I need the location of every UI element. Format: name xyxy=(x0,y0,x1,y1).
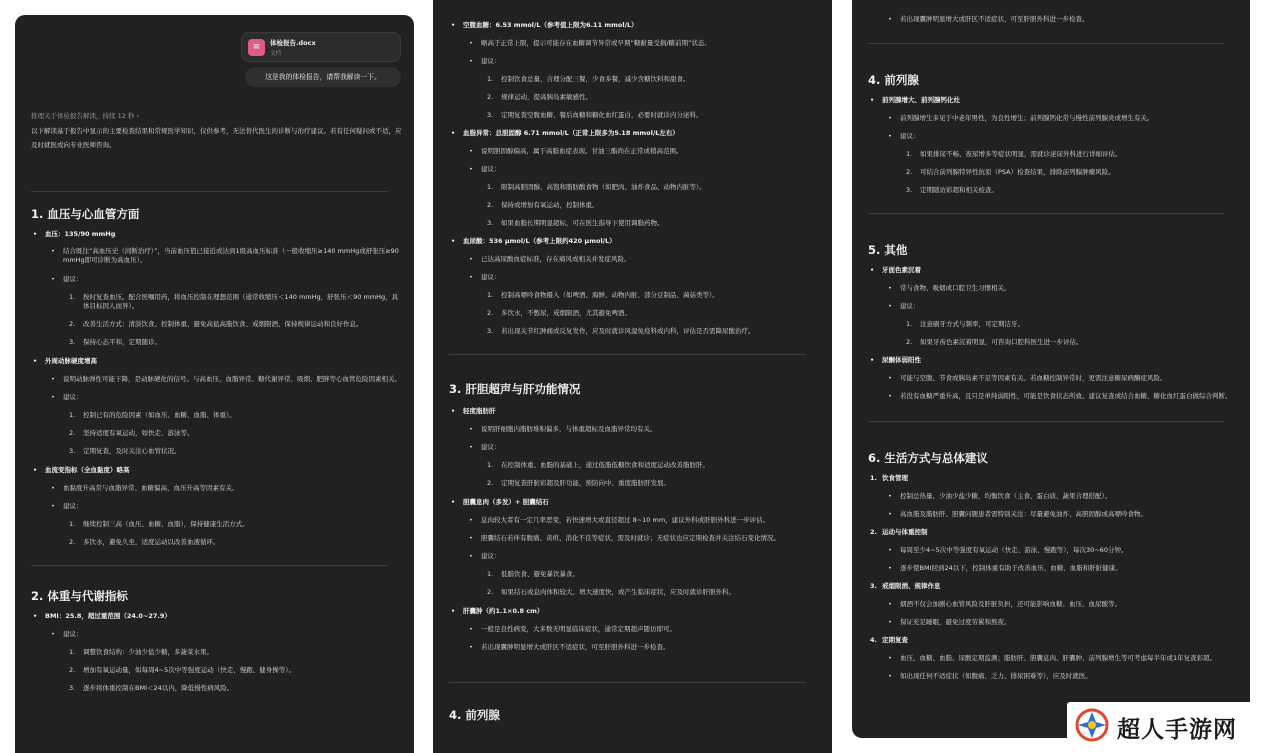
numbered-item xyxy=(868,186,1238,195)
section-heading: 1. 血压与心血管方面 xyxy=(31,207,140,221)
item-text: 建议： xyxy=(900,132,920,140)
bullet-heading xyxy=(31,612,402,621)
item-number: 1. xyxy=(487,461,494,469)
item-text: 增加有氧运动量，如每周4~5次中等强度运动（快走、慢跑、健身操等）。 xyxy=(83,666,295,674)
item-text: 定期随访彩超和相关检查。 xyxy=(920,186,998,194)
chat-panel-left xyxy=(15,15,414,753)
bullet-item xyxy=(868,284,1238,293)
item-number: 1. xyxy=(69,520,76,528)
item-number: 2. xyxy=(870,528,877,536)
item-text: 血尿酸：536 μmol/L（参考上限约420 μmol/L） xyxy=(463,237,616,245)
numbered-item xyxy=(31,338,402,347)
numbered-item xyxy=(31,684,402,693)
item-text: 前列腺增大、前列腺钙化灶 xyxy=(882,96,960,104)
bullet-heading xyxy=(449,607,820,616)
bullet-item xyxy=(449,147,820,156)
numbered-item xyxy=(449,479,820,488)
bullet-item xyxy=(868,654,1238,663)
response-content xyxy=(15,163,414,693)
item-text: 定期复查，及时关注心血管状况。 xyxy=(83,447,181,455)
item-text: 胆囊息肉（多发）+ 胆囊结石 xyxy=(463,498,549,506)
numbered-heading xyxy=(868,528,1238,537)
bullet-item xyxy=(868,15,1238,24)
item-text: 低脂饮食、避免暴饮暴食。 xyxy=(501,570,579,578)
bullet-item xyxy=(868,392,1238,401)
section-heading: 5. 其他 xyxy=(868,243,908,257)
item-text: 若出现关节红肿痛或反复发作，应及时就诊风湿免疫科或内科，评估是否需降尿酸治疗。 xyxy=(501,327,755,335)
numbered-item xyxy=(868,150,1238,159)
item-number: 3. xyxy=(69,684,76,692)
item-number: 2. xyxy=(487,588,494,596)
item-text: 已达高尿酸血症标准，存在痛风或相关并发症风险。 xyxy=(481,255,631,263)
bullet-item xyxy=(449,516,820,525)
document-icon: ≡ xyxy=(248,39,265,56)
item-number: 2. xyxy=(487,201,494,209)
bullet-item xyxy=(449,425,820,434)
item-text: 肝囊肿（约1.1×0.8 cm） xyxy=(463,607,544,615)
bullet-item xyxy=(868,302,1238,311)
item-text: 若出现囊肿明显增大或肝区不适症状，可至肝胆外科进一步检查。 xyxy=(900,15,1089,23)
bullet-item xyxy=(868,564,1238,573)
bullet-item xyxy=(449,39,820,48)
item-text: 如出现任何不适症状（如腹痛、乏力、排尿困难等），应及时就医。 xyxy=(900,672,1092,680)
item-number: 2. xyxy=(69,666,76,674)
bullet-heading xyxy=(31,357,402,366)
bullet-item xyxy=(449,57,820,66)
item-text: 按时复查血压。配合医嘱用药，将血压控制在理想范围（通常收缩压＜140 mmHg，舒张压＜90 mmHg，具体目标因人而异）。 xyxy=(83,293,399,310)
item-text: 建议： xyxy=(63,502,83,510)
item-text: 血黏度升高常与血脂异常、血糖偏高、血压升高等因素有关。 xyxy=(63,484,239,492)
numbered-item xyxy=(31,520,402,529)
item-text: 若没有血糖严重升高，且只是单纯弱阳性，可能是饮食状态所致。建议复查或结合血糖、糖化血红蛋白做综合判断。 xyxy=(900,392,1232,400)
item-text: 如果排尿不畅、夜尿增多等症状明显，需就诊泌尿外科进行详细评估。 xyxy=(920,150,1122,158)
item-number: 1. xyxy=(906,150,913,158)
numbered-item xyxy=(31,538,402,547)
item-text: 改善生活方式：清淡饮食、控制体重、避免高盐高脂饮食、戒烟限酒、保持规律运动和良好作息。 xyxy=(83,320,363,328)
numbered-item xyxy=(449,93,820,102)
item-text: 血压：135/90 mmHg xyxy=(45,230,116,238)
item-text: 运动与体重控制 xyxy=(882,528,928,536)
item-text: 在控制体重、血脂的基础上，通过低脂低糖饮食和适度运动改善脂肪肝。 xyxy=(501,461,709,469)
item-text: 说明胆固醇偏高，属于高脂血症表现。甘油三酯尚在正常或稍高范围。 xyxy=(481,147,683,155)
bullet-heading xyxy=(868,356,1238,365)
item-text: 继续控制三高（血压、血糖、血脂），保持健康生活方式。 xyxy=(83,520,249,528)
item-text: 限制高胆固醇、高饱和脂肪酸食物（如肥肉、油炸食品、动物内脏等）。 xyxy=(501,183,706,191)
section-divider xyxy=(31,191,388,192)
item-text: 建议： xyxy=(481,443,501,451)
numbered-item xyxy=(868,338,1238,347)
item-text: 前列腺增生多见于中老年男性，为良性增生；前列腺钙化常与慢性前列腺炎或增生有关。 xyxy=(900,114,1154,122)
item-text: 常与食物、吸烟或口腔卫生习惯相关。 xyxy=(900,284,1011,292)
item-text: 空腹血糖：6.53 mmol/L（参考值上限为6.11 mmol/L） xyxy=(463,21,638,29)
bullet-heading xyxy=(449,237,820,246)
item-text: 注意刷牙方式与频率，可定期洁牙。 xyxy=(920,320,1024,328)
numbered-item xyxy=(449,201,820,210)
numbered-item xyxy=(31,320,402,329)
numbered-item xyxy=(31,447,402,456)
section-divider xyxy=(868,421,1224,422)
item-text: 如果结石或息肉体积较大、增大速度快，或产生临床症状，应及时就诊肝胆外科。 xyxy=(501,588,735,596)
numbered-item xyxy=(31,411,402,420)
item-text: 高血脂及脂肪肝、胆囊问题患者需特别关注：尽量避免油炸、高胆固醇或高嘌呤食物。 xyxy=(900,510,1147,518)
numbered-item xyxy=(868,168,1238,177)
item-text: 逐步使BMI回到24以下，控制体重有助于改善血压、血糖、血脂和肝脏健康。 xyxy=(900,564,1122,572)
item-number: 2. xyxy=(69,538,76,546)
item-number: 3. xyxy=(487,219,494,227)
item-text: 建议： xyxy=(481,165,501,173)
item-text: 若出现囊肿明显增大或肝区不适症状，可至肝胆外科进一步检查。 xyxy=(481,643,670,651)
bullet-item xyxy=(868,618,1238,627)
item-text: 建议： xyxy=(63,393,83,401)
item-text: BMI：25.8，超过重范围（24.0~27.9） xyxy=(45,612,171,620)
section-divider xyxy=(868,43,1224,44)
item-text: 说明肝细胞内脂肪堆积偏多，与体重超标及血脂异常均有关。 xyxy=(481,425,657,433)
item-text: 胆囊结石若伴有腹痛、黄疸、消化不良等症状，需及时就诊；无症状也应定期检查并关注结石变化情况。 xyxy=(481,534,780,542)
item-number: 2. xyxy=(487,309,494,317)
item-text: 定期复查空腹血糖、餐后血糖和糖化血红蛋白，必要时就诊内分泌科。 xyxy=(501,111,703,119)
item-text: 烟酒不仅会加剧心血管风险及肝脏负担，还可能影响血糖、血压、血尿酸等。 xyxy=(900,600,1121,608)
bullet-item xyxy=(31,484,402,493)
item-text: 每周至少4~5次中等强度有氧运动（快走、游泳、慢跑等），每次30~60分钟。 xyxy=(900,546,1128,554)
section-heading: 2. 体重与代谢指标 xyxy=(31,589,128,603)
item-text: 坚持适度有氧运动，如快走、游泳等。 xyxy=(83,429,194,437)
numbered-item xyxy=(449,291,820,300)
bullet-item xyxy=(449,273,820,282)
numbered-item xyxy=(868,320,1238,329)
section-heading: 4. 前列腺 xyxy=(868,73,919,87)
section-divider xyxy=(449,682,806,683)
item-number: 3. xyxy=(487,327,494,335)
numbered-item xyxy=(449,570,820,579)
item-number: 1. xyxy=(487,291,494,299)
bullet-item xyxy=(449,255,820,264)
item-text: 定期复查 xyxy=(882,636,908,644)
section-heading: 3. 肝胆超声与肝功能情况 xyxy=(449,382,581,396)
section-divider xyxy=(31,565,388,566)
bullet-heading xyxy=(31,466,402,475)
response-content xyxy=(433,8,832,723)
section-divider xyxy=(449,354,806,355)
bullet-item xyxy=(868,672,1238,681)
bullet-item xyxy=(868,132,1238,141)
item-number: 1. xyxy=(69,648,76,656)
item-text: 戒烟限酒、规律作息 xyxy=(882,582,941,590)
bullet-heading xyxy=(449,498,820,507)
bullet-heading xyxy=(449,129,820,138)
bullet-item xyxy=(449,165,820,174)
item-number: 4. xyxy=(870,636,877,644)
user-message: 这是我的体检报告，请帮我解读一下。 xyxy=(245,67,401,87)
item-number: 2. xyxy=(69,429,76,437)
item-number: 3. xyxy=(906,186,913,194)
item-number: 1. xyxy=(487,183,494,191)
bullet-item xyxy=(31,630,402,639)
bullet-item xyxy=(868,492,1238,501)
item-text: 建议： xyxy=(481,273,501,281)
item-number: 2. xyxy=(69,320,76,328)
numbered-item xyxy=(31,648,402,657)
numbered-item xyxy=(31,293,402,311)
item-text: 建议： xyxy=(481,57,501,65)
item-number: 3. xyxy=(69,447,76,455)
numbered-item xyxy=(449,309,820,318)
bullet-heading xyxy=(868,96,1238,105)
item-text: 调整饮食结构：少油少盐少糖，多蔬菜水果。 xyxy=(83,648,213,656)
item-text: 结合既往“高血压史（间断治疗）”，当前血压值已接近或达到1级高血压标准（一般收缩压≥140 mmHg或舒张压≥90 mmHg即可诊断为高血压）。 xyxy=(63,247,399,264)
item-number: 3. xyxy=(69,338,76,346)
file-name: 体检报告.docx xyxy=(270,39,316,47)
bullet-heading xyxy=(449,407,820,416)
numbered-item xyxy=(31,429,402,438)
site-logo xyxy=(1067,702,1263,748)
numbered-heading xyxy=(868,636,1238,645)
chat-panel-right xyxy=(852,0,1250,738)
item-text: 控制已有的危险因素（如血压、血糖、血脂、体重）。 xyxy=(83,411,236,419)
bullet-item xyxy=(868,114,1238,123)
item-number: 2. xyxy=(487,479,494,487)
item-text: 如果血脂长期明显超标，可在医生指导下使用调脂药物。 xyxy=(501,219,664,227)
bullet-heading xyxy=(868,266,1238,275)
file-type: 文档 xyxy=(270,51,282,57)
item-number: 1. xyxy=(906,320,913,328)
item-text: 控制总热量、少油少盐少糖，均衡饮食（主食、蛋白质、蔬果合理搭配）。 xyxy=(900,492,1112,500)
item-text: 尿酮体弱阳性 xyxy=(882,356,921,364)
item-text: 牙面色素沉着 xyxy=(882,266,921,274)
chat-panel-middle xyxy=(433,0,832,753)
item-text: 血脂异常：总胆固醇 6.71 mmol/L（正常上限多为5.18 mmol/L左右） xyxy=(463,129,679,137)
file-attachment[interactable] xyxy=(241,32,401,62)
numbered-item xyxy=(449,75,820,84)
bullet-heading xyxy=(31,230,402,239)
bullet-item xyxy=(868,546,1238,555)
item-text: 饮食管理 xyxy=(882,474,908,482)
item-text: 保持心态平和，定期随诊。 xyxy=(83,338,161,346)
section-heading: 4. 前列腺 xyxy=(449,708,500,722)
intro-text: 以下解读基于报告中显示的主要检查结果和常规医学知识，仅供参考，无法替代医生的诊断与治疗建议。若有任何疑问或不适，应及时就医或向专业医师咨询。 xyxy=(31,127,402,149)
logo-icon xyxy=(1075,708,1109,742)
numbered-item xyxy=(449,588,820,597)
bullet-item xyxy=(449,643,820,652)
item-text: 一般是良性病变，大多数无明显临床症状，通常定期超声随访即可。 xyxy=(481,625,676,633)
bullet-item xyxy=(449,443,820,452)
numbered-heading xyxy=(868,582,1238,591)
item-text: 可结合前列腺特异性抗原（PSA）检查结果，排除前列腺肿瘤风险。 xyxy=(920,168,1115,176)
bullet-item xyxy=(449,625,820,634)
bullet-item xyxy=(868,510,1238,519)
item-text: 血压、血糖、血脂、尿酸定期监测；脂肪肝、胆囊息肉、肝囊肿、前列腺增生等可考虑每半年或1年复查彩超。 xyxy=(900,654,1217,662)
item-number: 1. xyxy=(870,474,877,482)
bullet-item xyxy=(31,502,402,511)
item-number: 1. xyxy=(69,411,76,419)
item-number: 3. xyxy=(870,582,877,590)
item-text: 定期复查肝脏彩超及肝功能，预防向中、重度脂肪肝发展。 xyxy=(501,479,670,487)
item-number: 1. xyxy=(487,570,494,578)
section-heading: 6. 生活方式与总体建议 xyxy=(868,451,988,465)
reasoning-toggle[interactable]: 推理关于体检报告解读，持续 12 秒 › xyxy=(31,112,140,120)
item-text: 保持或增加有氧运动，控制体重。 xyxy=(501,201,599,209)
item-text: 建议： xyxy=(481,552,501,560)
bullet-item xyxy=(31,247,402,265)
bullet-item xyxy=(868,374,1238,383)
item-text: 略高于正常上限，提示可能存在血糖调节异常或早期“糖耐量受损/糖前期”状态。 xyxy=(481,39,711,47)
bullet-heading xyxy=(449,21,820,30)
bullet-item xyxy=(31,275,402,284)
item-text: 外周动脉硬度增高 xyxy=(45,357,97,365)
bullet-item xyxy=(31,375,402,384)
numbered-heading xyxy=(868,474,1238,483)
bullet-item xyxy=(449,534,820,543)
item-text: 说明动脉弹性可能下降，是动脉硬化的信号。与高血压、血脂异常、糖代谢异常、吸烟、肥胖等心血管危险因素相关。 xyxy=(63,375,401,383)
item-text: 息肉较大者有一定几率恶变，若快速增大或直径超过 8~10 mm，建议外科或肝胆外科进一步评估。 xyxy=(481,516,770,524)
section-divider xyxy=(868,213,1224,214)
bullet-item xyxy=(31,393,402,402)
numbered-item xyxy=(449,327,820,336)
bullet-item xyxy=(449,552,820,561)
logo-text: 超人手游网 xyxy=(1117,717,1237,743)
item-text: 逐步将体重控制在BMI＜24以内，降低慢性病风险。 xyxy=(83,684,234,692)
item-text: 多饮水，避免久坐，适度运动以改善血液循环。 xyxy=(83,538,220,546)
item-text: 可能与空腹、节食或胰岛素不足等因素有关。若血糖控制异常时，更需注意糖尿病酮症风险。 xyxy=(900,374,1167,382)
item-text: 轻度脂肪肝 xyxy=(463,407,496,415)
item-number: 1. xyxy=(69,293,76,301)
item-number: 2. xyxy=(487,93,494,101)
numbered-item xyxy=(449,183,820,192)
item-text: 建议： xyxy=(900,302,920,310)
item-text: 如果牙齿色素沉着明显，可咨询口腔科医生进一步评估。 xyxy=(920,338,1083,346)
item-text: 控制高嘌呤食物摄入（如啤酒、海鲜、动物内脏、部分豆制品、菌菇类等）。 xyxy=(501,291,719,299)
numbered-item xyxy=(449,219,820,228)
item-number: 2. xyxy=(906,338,913,346)
item-text: 建议： xyxy=(63,275,83,283)
numbered-item xyxy=(31,666,402,675)
item-text: 保证充足睡眠，避免过度劳累和熬夜。 xyxy=(900,618,1011,626)
item-text: 多饮水，不憋尿，戒烟限酒，尤其避免啤酒。 xyxy=(501,309,631,317)
bullet-item xyxy=(868,600,1238,609)
item-text: 规律运动，提高胰岛素敏感性。 xyxy=(501,93,592,101)
item-number: 1. xyxy=(487,75,494,83)
item-number: 3. xyxy=(487,111,494,119)
item-text: 控制饮食总量、合理分配三餐，少食多餐，减少含糖饮料和甜食。 xyxy=(501,75,690,83)
item-text: 建议： xyxy=(63,630,83,638)
response-content xyxy=(852,6,1250,681)
numbered-item xyxy=(449,111,820,120)
item-number: 2. xyxy=(906,168,913,176)
item-text: 血流变指标（全血黏度）略高 xyxy=(45,466,130,474)
numbered-item xyxy=(449,461,820,470)
